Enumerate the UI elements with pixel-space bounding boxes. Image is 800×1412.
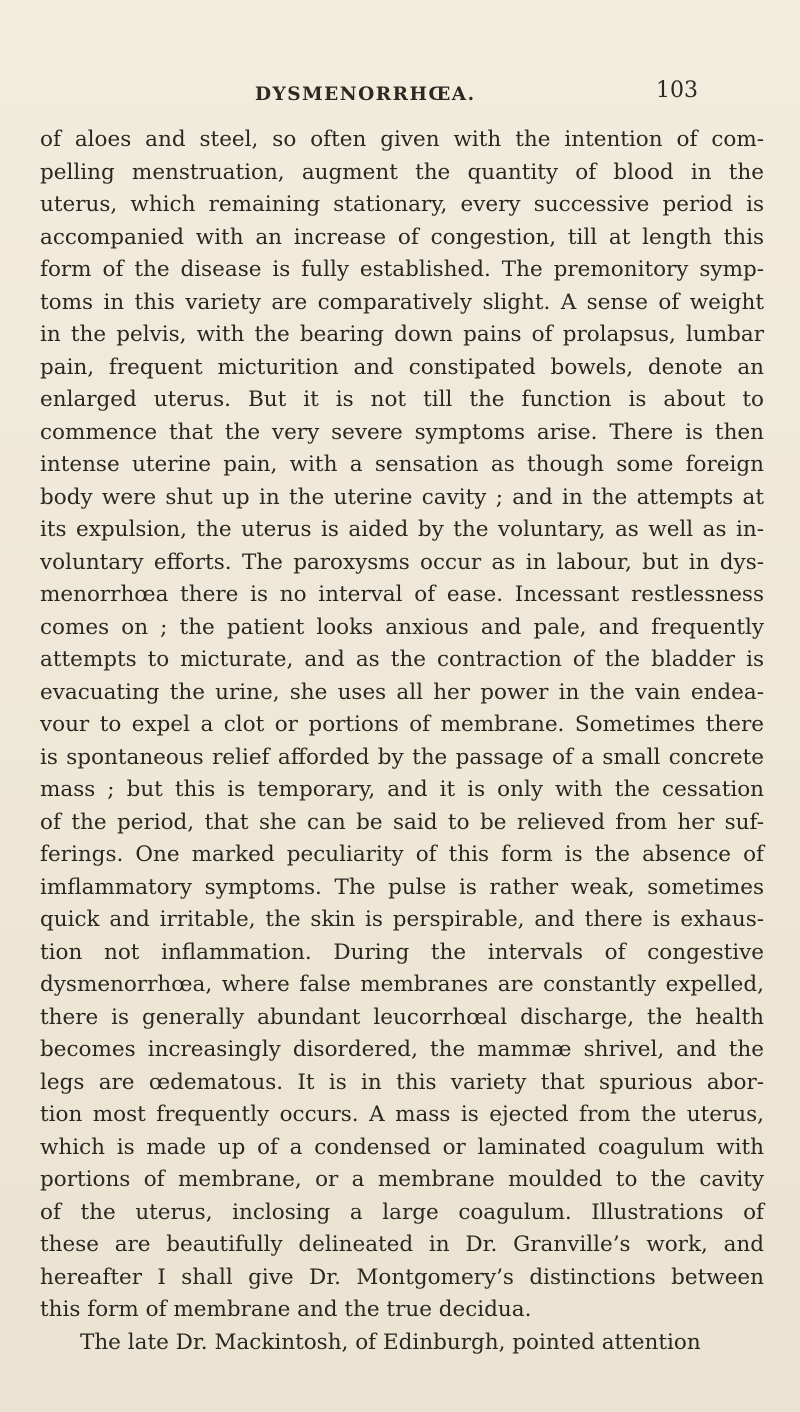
text-line: form of the disease is fully established. The premonitory symp-	[40, 257, 764, 282]
text-line: attempts to micturate, and as the contraction of the bladder is	[40, 647, 764, 672]
text-line: ferings. One marked peculiarity of this form is the absence of	[40, 842, 764, 867]
text-line: vour to expel a clot or portions of membrane. Sometimes there	[40, 712, 764, 737]
text-line: imflammatory symptoms. The pulse is rather weak, sometimes	[40, 874, 764, 900]
text-line: there is generally abundant leucorrhœal discharge, the health	[40, 1004, 764, 1030]
text-line: portions of membrane, or a membrane moulded to the cavity	[40, 1167, 764, 1192]
text-line: of aloes and steel, so often given with the intention of com-	[40, 127, 764, 152]
text-line: tion not inflammation. During the intervals of congestive	[40, 939, 764, 965]
body-text	[40, 124, 764, 1359]
text-line: dysmenorrhœa, where false membranes are constantly expelled,	[40, 972, 764, 997]
text-line: which is made up of a condensed or laminated coagulum with	[40, 1134, 764, 1160]
text-line: of the period, that she can be said to be relieved from her suf-	[40, 809, 764, 835]
paragraph-start-line: The late Dr. Mackintosh, of Edinburgh, pointed attention	[80, 1329, 701, 1355]
text-line: comes on ; the patient looks anxious and pale, and frequently	[40, 614, 764, 640]
text-line: evacuating the urine, she uses all her power in the vain endea-	[40, 679, 764, 705]
text-line: pain, frequent micturition and constipated bowels, denote an	[40, 354, 764, 380]
text-line: uterus, which remaining stationary, every successive period is	[40, 192, 764, 217]
text-line: of the uterus, inclosing a large coagulum. Illustrations of	[40, 1199, 764, 1225]
text-line: intense uterine pain, with a sensation as though some foreign	[40, 452, 764, 477]
text-line: body were shut up in the uterine cavity ; and in the attempts at	[40, 484, 764, 510]
text-line: this form of membrane and the true decidua.	[40, 1297, 532, 1322]
text-line: in the pelvis, with the bearing down pains of prolapsus, lumbar	[40, 322, 764, 347]
text-line: these are beautifully delineated in Dr. Granville’s work, and	[40, 1232, 764, 1257]
text-line: toms in this variety are comparatively slight. A sense of weight	[40, 289, 764, 315]
text-line: voluntary efforts. The paroxysms occur as in labour, but in dys-	[40, 549, 764, 575]
text-line: its expulsion, the uterus is aided by the voluntary, as well as in-	[40, 517, 764, 542]
text-line: mass ; but this is temporary, and it is only with the cessation	[40, 777, 764, 802]
text-line: menorrhœa there is no interval of ease. Incessant restlessness	[40, 582, 764, 607]
text-line: accompanied with an increase of congestion, till at length this	[40, 224, 764, 250]
text-line: hereafter I shall give Dr. Montgomery’s distinctions between	[40, 1264, 764, 1290]
text-line: enlarged uterus. But it is not till the function is about to	[40, 387, 764, 412]
text-line: is spontaneous relief afforded by the passage of a small concrete	[40, 744, 764, 770]
text-line: becomes increasingly disordered, the mammæ shrivel, and the	[40, 1037, 764, 1062]
text-line: legs are œdematous. It is in this variety that spurious abor-	[40, 1069, 764, 1095]
page-number: 103	[656, 78, 698, 103]
text-line: commence that the very severe symptoms arise. There is then	[40, 419, 764, 445]
text-line: pelling menstruation, augment the quantity of blood in the	[40, 159, 764, 185]
running-title: DYSMENORRHŒA.	[255, 84, 476, 105]
text-line: quick and irritable, the skin is perspirable, and there is exhaus-	[40, 907, 764, 932]
text-line: tion most frequently occurs. A mass is ejected from the uterus,	[40, 1102, 764, 1127]
